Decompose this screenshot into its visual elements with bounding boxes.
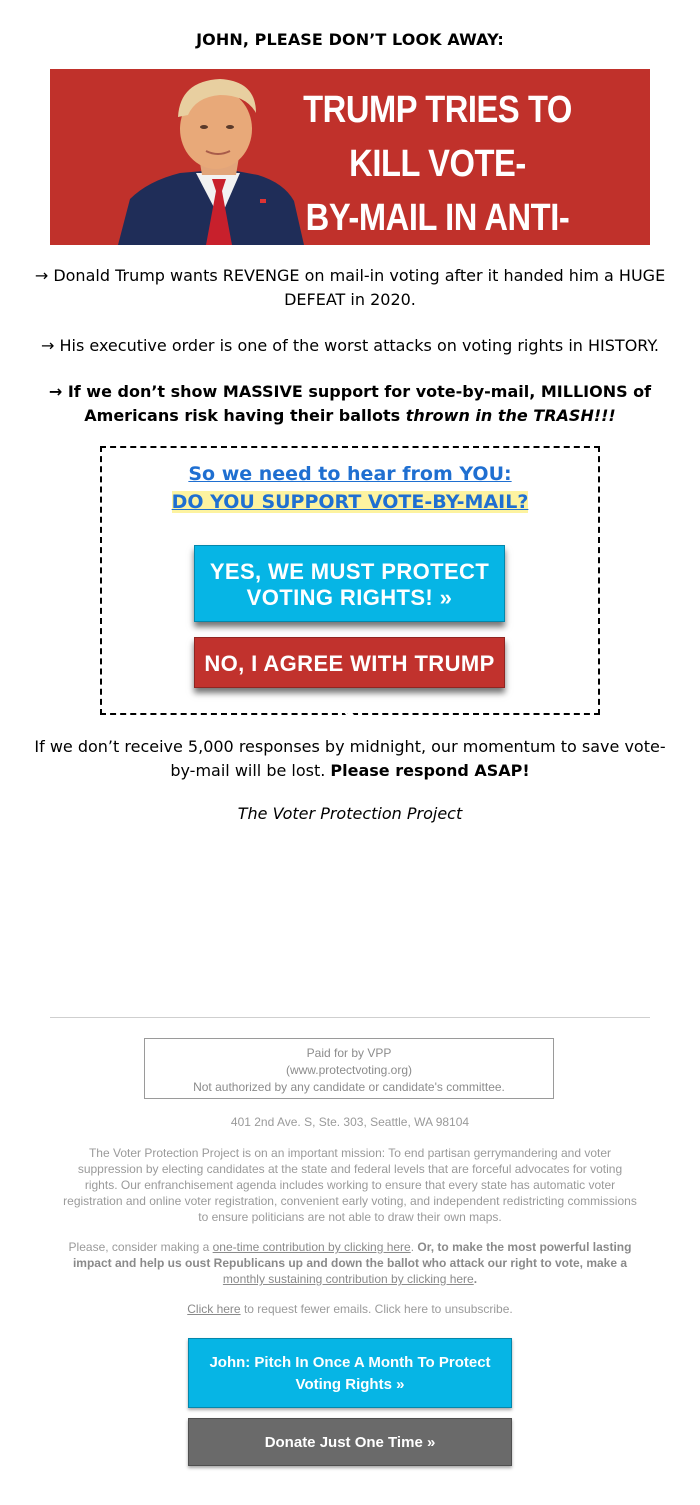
contrib-bold: Or, to make the most powerful lasting impact and help us oust Republicans up and down the ballot who attack our right to vote, make a [72, 1240, 632, 1270]
protectvoting-link[interactable]: (www.protectvoting.org) [285, 1063, 413, 1077]
contrib-end: . [473, 1272, 478, 1286]
yes-button-line2: VOTING RIGHTS! » [246, 585, 453, 610]
monthly-button-line2: Voting Rights » [295, 1376, 405, 1393]
paid-for-disclaimer [144, 1038, 554, 1099]
hero-banner[interactable] [50, 69, 650, 245]
paragraph-massive-support [25, 380, 675, 428]
paragraph-deadline-text: If we don’t receive 5,000 responses by midnight, our momentum to save vote-by-mail will be lost. [34, 737, 666, 780]
paragraph-executive-order: → His executive order is one of the worst attacks on voting rights in HISTORY. [41, 336, 659, 355]
yes-protect-voting-rights-button[interactable] [194, 545, 505, 622]
unsubscribe-line [60, 1301, 640, 1317]
paragraph-revenge: → Donald Trump wants REVENGE on mail-in voting after it handed him a HUGE DEFEAT in 2020. [34, 266, 666, 309]
monthly-donate-button[interactable] [188, 1338, 512, 1408]
banner-headline-line2: BY-MAIL IN ANTI- [305, 197, 570, 239]
one-time-contribution-link[interactable]: one-time contribution by clicking here [212, 1240, 411, 1254]
mailing-address: 401 2nd Ave. S, Ste. 303, Seattle, WA 98104 [230, 1115, 470, 1129]
paragraph-deadline [25, 735, 675, 783]
footer-divider [50, 1017, 650, 1018]
poll-question-line1-link[interactable]: So we need to hear from YOU: [188, 463, 512, 485]
paragraph-massive-support-emphasis: thrown in the TRASH!!! [405, 406, 616, 425]
poll-question [100, 460, 600, 516]
poll-question-line2-link[interactable]: DO YOU SUPPORT VOTE-BY-MAIL? [171, 491, 529, 513]
yes-button-line1: YES, WE MUST PROTECT [209, 559, 490, 584]
one-time-donate-button[interactable]: Donate Just One Time » [188, 1418, 512, 1466]
contribution-paragraph [60, 1239, 640, 1287]
signature: The Voter Protection Project [237, 804, 463, 823]
not-authorized-line: Not authorized by any candidate or candidate's committee. [193, 1080, 505, 1094]
banner-headline-line1: TRUMP TRIES TO KILL VOTE- [303, 89, 572, 185]
monthly-button-line1: John: Pitch In Once A Month To Protect [209, 1354, 491, 1371]
unsubscribe-rest: to request fewer emails. Click here to unsubscribe. [240, 1302, 513, 1316]
contrib-mid: . [410, 1240, 418, 1254]
no-agree-with-trump-button[interactable]: NO, I AGREE WITH TRUMP » [194, 637, 505, 688]
paid-for-line: Paid for by VPP [306, 1046, 392, 1060]
banner-headline [268, 83, 608, 245]
paragraph-massive-support-lead: → If we don’t show MASSIVE support for vote-by-mail, MILLIONS of Americans risk having their ballots [48, 382, 652, 425]
kicker-heading: JOHN, PLEASE DON’T LOOK AWAY: [196, 30, 504, 49]
monthly-contribution-link[interactable]: monthly sustaining contribution by clicking here [222, 1272, 474, 1286]
paragraph-deadline-bold: Please respond ASAP! [330, 761, 530, 780]
mission-statement: The Voter Protection Project is on an important mission: To end partisan gerrymandering and voter suppression by electing candidates at the state and federal levels that are forceful advocates for voting rights. Our enfranchisement agenda includes working to ensure that every state has automatic voter registration and online voter registration, convenient early voting, and independent redistricting commissions to ensure politicians are not able to draw their own maps. [63, 1146, 637, 1224]
contrib-pre: Please, consider making a [68, 1240, 213, 1254]
fewer-emails-link[interactable]: Click here [187, 1302, 241, 1316]
